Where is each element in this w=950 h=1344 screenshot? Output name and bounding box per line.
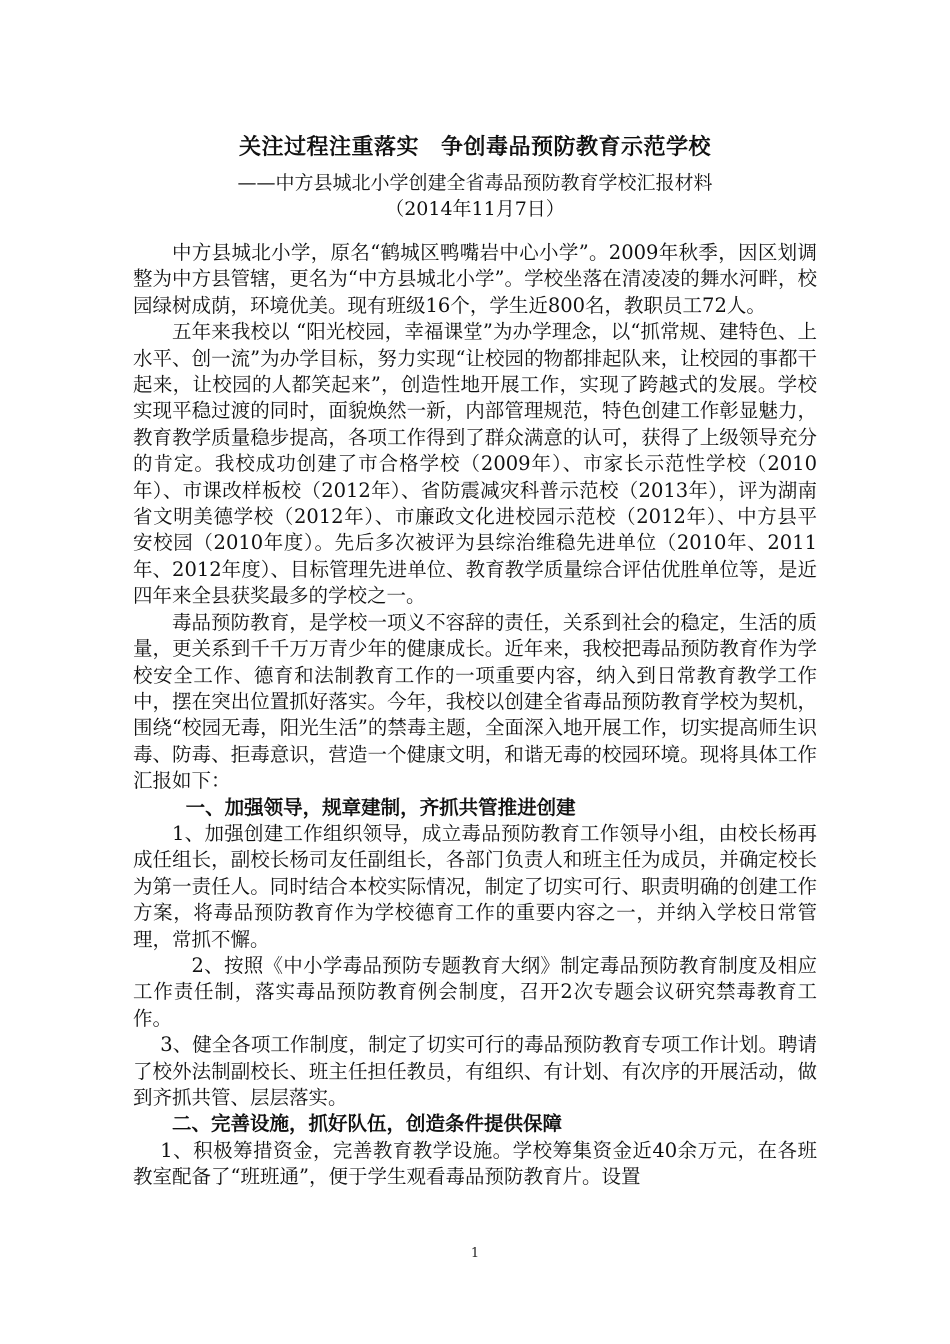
section-2-item-1: 1、积极筹措资金，完善教育教学设施。学校筹集资金近40余万元，在各班教室配备了“班班通”，便于学生观看毒品预防教育片。设置 <box>133 1138 817 1189</box>
document-subtitle: ——中方县城北小学创建全省毒品预防教育学校汇报材料 <box>237 172 713 194</box>
document-title <box>133 132 817 164</box>
section-1-item-1: 1、加强创建工作组织领导，成立毒品预防教育工作领导小组，由校长杨再成任组长，副校长杨司友任副组长，各部门负责人和班主任为成员，并确定校长为第一责任人。同时结合本校实际情况，制定了切实可行、职责明确的创建工作方案，将毒品预防教育作为学校德育工作的重要内容之一，并纳入学校日常管理，常抓不懈。 <box>133 821 817 951</box>
document-page <box>133 128 817 1191</box>
intro-paragraph: 中方县城北小学，原名“鹤城区鸭嘴岩中心小学”。2009年秋季，因区划调整为中方县管辖，更名为“中方县城北小学”。学校坐落在清凌凌的舞水河畔，校园绿树成荫，环境优美。现有班级16个，学生近800名，教职员工72人。 <box>133 241 817 317</box>
achievements-paragraph: 五年来我校以 “阳光校园，幸福课堂”为办学理念，以“抓常规、建特色、上水平、创一流”为办学目标，努力实现“让校园的物都排起队来，让校园的事都干起来，让校园的人都笑起来”，创造性地开展工作，实现了跨越式的发展。学校实现平稳过渡的同时，面貌焕然一新，内部管理规范，特色创建工作彰显魅力，教育教学质量稳步提高，各项工作得到了群众满意的认可，获得了上级领导充分的肯定。我校成功创建了市合格学校（2009年）、市家长示范性学校（2010年）、市课改样板校（2012年）、省防震减灾科普示范校（2013年），评为湖南省文明美德学校（2012年）、市廉政文化进校园示范校（2012年）、中方县平安校园（2010年度）。先后多次被评为县综治维稳先进单位（2010年、2011年、2012年度）、目标管理先进单位、教育教学质量综合评估优胜单位等，是近四年来全县获奖最多的学校之一。 <box>133 320 817 608</box>
section-1-item-3: 3、健全各项工作制度，制定了切实可行的毒品预防教育专项工作计划。聘请了校外法制副校长、班主任担任教员，有组织、有计划、有次序的开展活动，做到齐抓共管、层层落实。 <box>133 1033 817 1109</box>
section-2-heading: 二、完善设施，抓好队伍，创造条件提供保障 <box>172 1112 563 1136</box>
drug-prevention-paragraph: 毒品预防教育，是学校一项义不容辞的责任，关系到社会的稳定，生活的质量，更关系到千千万万青少年的健康成长。近年来，我校把毒品预防教育作为学校安全工作、德育和法制教育工作的一项重要内容，纳入到日常教育教学工作中，摆在突出位置抓好落实。今年，我校以创建全省毒品预防教育学校为契机，围绕“校园无毒，阳光生活”的禁毒主题，全面深入地开展工作，切实提高师生识毒、防毒、拒毒意识，营造一个健康文明，和谐无毒的校园环境。现将具体工作汇报如下： <box>133 610 817 793</box>
section-1-heading: 一、加强领导，规章建制，齐抓共管推进创建 <box>185 795 576 819</box>
document-date: （2014年11月7日） <box>385 198 565 220</box>
title-part-1: 关注过程注重落实 <box>238 135 419 160</box>
section-1-item-2: 2、按照《中小学毒品预防专题教育大纲》制定毒品预防教育制度及相应工作责任制，落实毒品预防教育例会制度，召开2次专题会议研究禁毒教育工作。 <box>133 953 817 1030</box>
page-number: 1 <box>470 1246 480 1261</box>
title-part-2: 争创毒品预防教育示范学校 <box>441 135 712 160</box>
document-body <box>133 240 817 1191</box>
